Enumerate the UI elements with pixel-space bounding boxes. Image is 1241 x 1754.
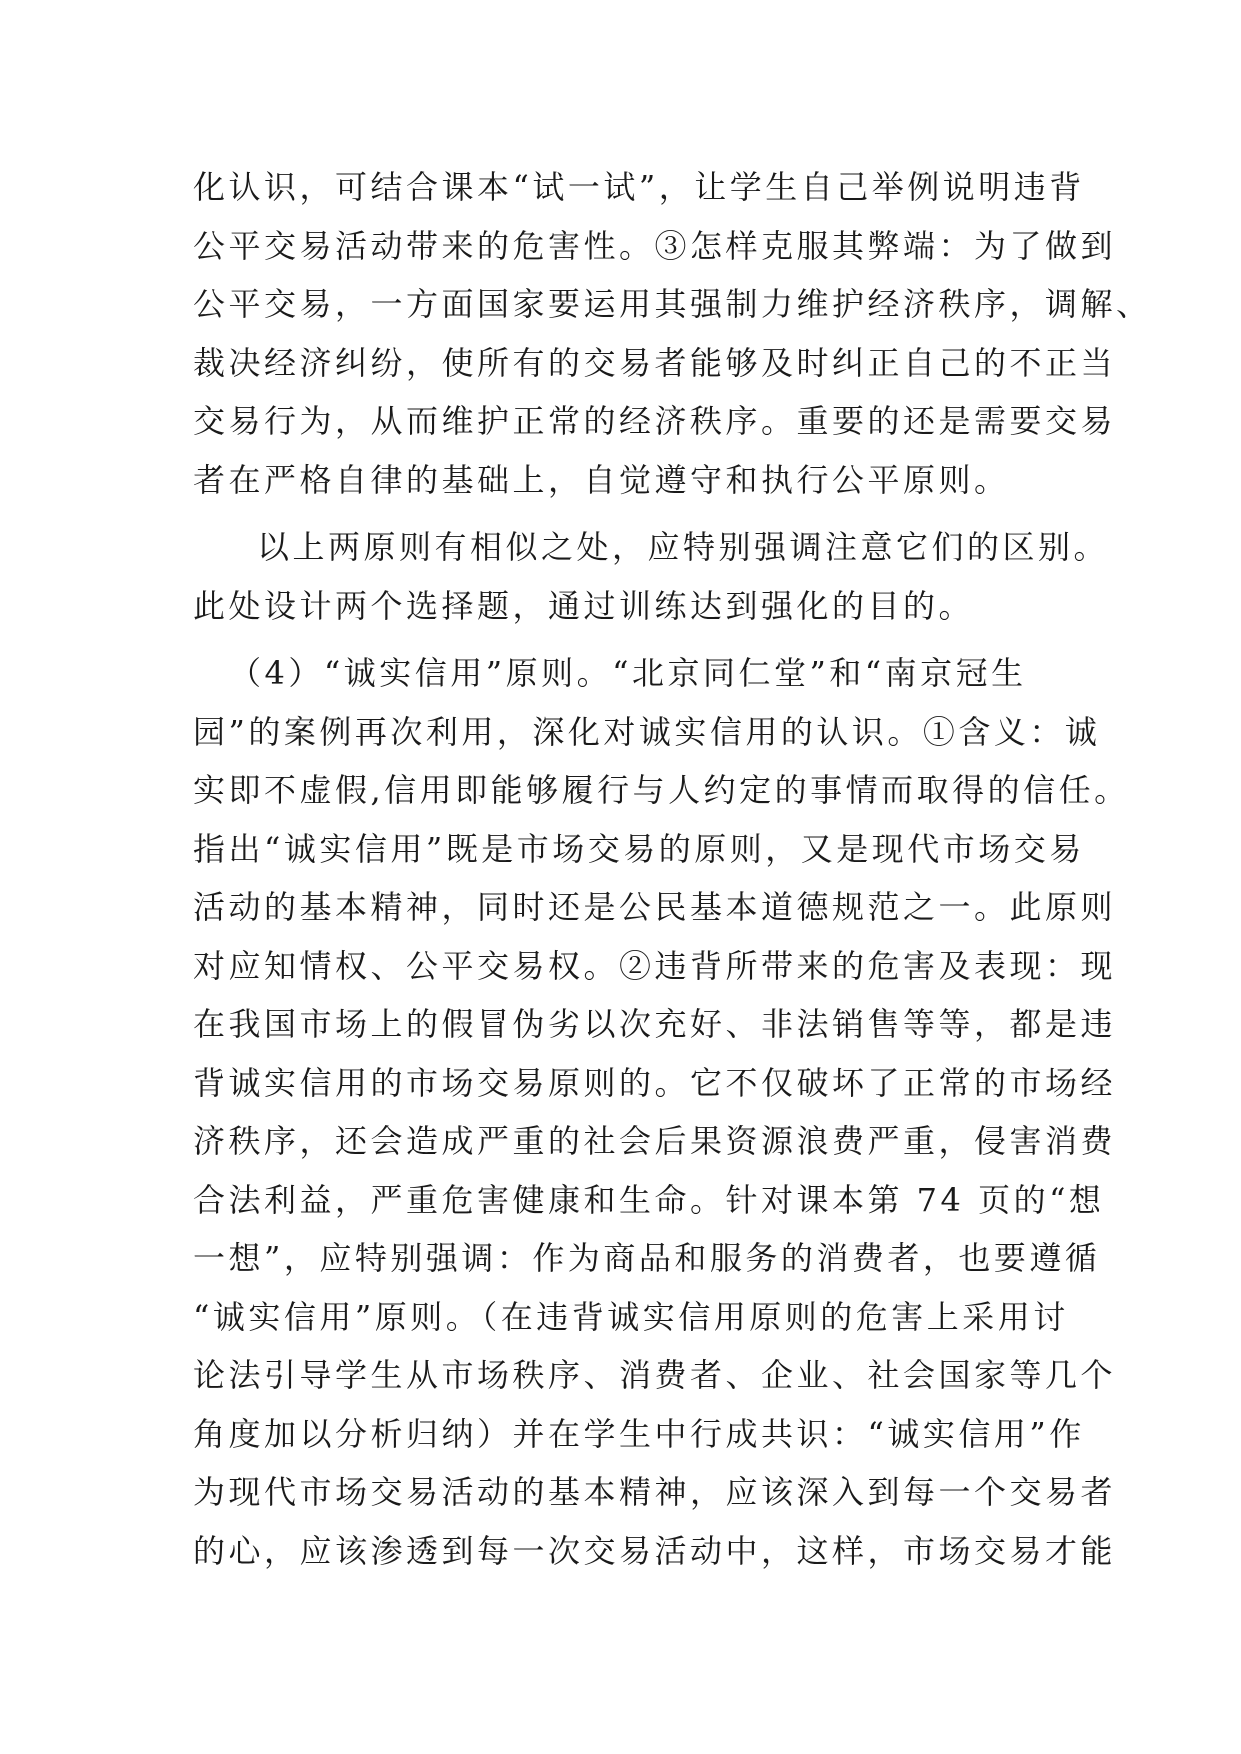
text-line: 指出“诚实信用”既是市场交易的原则，又是现代市场交易 (193, 829, 1085, 868)
text-line: 公平交易，一方面国家要运用其强制力维护经济秩序，调解、 (193, 285, 1152, 323)
text-line: 活动的基本精神，同时还是公民基本道德规范之一。此原则 (193, 888, 1117, 926)
text-line: 者在严格自律的基础上，自觉遵守和执行公平原则。 (193, 460, 1010, 499)
body-text (193, 158, 1152, 1580)
text-line: 合法利益，严重危害健康和生命。针对课本第 74 页的“想 (193, 1180, 1105, 1219)
text-line: 裁决经济纠纷，使所有的交易者能够及时纠正自己的不正当 (193, 343, 1117, 382)
text-line: 此处设计两个选择题，通过训练达到强化的目的。 (193, 586, 975, 625)
text-line: 论法引导学生从市场秩序、消费者、企业、社会国家等几个 (193, 1356, 1117, 1394)
text-line: 为现代市场交易活动的基本精神，应该深入到每一个交易者 (193, 1473, 1117, 1511)
text-line: 对应知情权、公平交易权。②违背所带来的危害及表现：现 (193, 946, 1117, 985)
text-line: 济秩序，还会造成严重的社会后果资源浪费严重，侵害消费 (193, 1122, 1117, 1160)
text-line: 以上两原则有相似之处，应特别强调注意它们的区别。 (257, 528, 1110, 566)
text-line: 在我国市场上的假冒伪劣以次充好、非法销售等等，都是违 (193, 1005, 1117, 1043)
text-line: 一想”，应特别强调：作为商品和服务的消费者，也要遵循 (193, 1239, 1101, 1277)
text-line: 的心，应该渗透到每一次交易活动中，这样，市场交易才能 (193, 1531, 1117, 1570)
paragraph-honesty-credit (193, 644, 1130, 1580)
text-line: 化认识，可结合课本“试一试”，让学生自己举例说明违背 (193, 168, 1085, 206)
text-line: 角度加以分析归纳）并在学生中行成共识：“诚实信用”作 (193, 1414, 1085, 1453)
text-line: 公平交易活动带来的危害性。③怎样克服其弊端：为了做到 (193, 226, 1117, 265)
paragraph-comparison (193, 518, 1110, 635)
text-line: 园”的案例再次利用，深化对诚实信用的认识。①含义：诚 (193, 712, 1101, 751)
text-line: “诚实信用”原则。（在违背诚实信用原则的危害上采用讨 (193, 1297, 1069, 1336)
text-line: 背诚实信用的市场交易原则的。它不仅破坏了正常的市场经 (193, 1063, 1117, 1102)
text-line: 交易行为，从而维护正常的经济秩序。重要的还是需要交易 (193, 402, 1117, 440)
text-line: （4）“诚实信用”原则。“北京同仁堂”和“南京冠生 (229, 654, 1027, 692)
paragraph-fair-trade-continued (193, 158, 1152, 509)
text-line: 实即不虚假,信用即能够履行与人约定的事情而取得的信任。 (193, 771, 1130, 809)
